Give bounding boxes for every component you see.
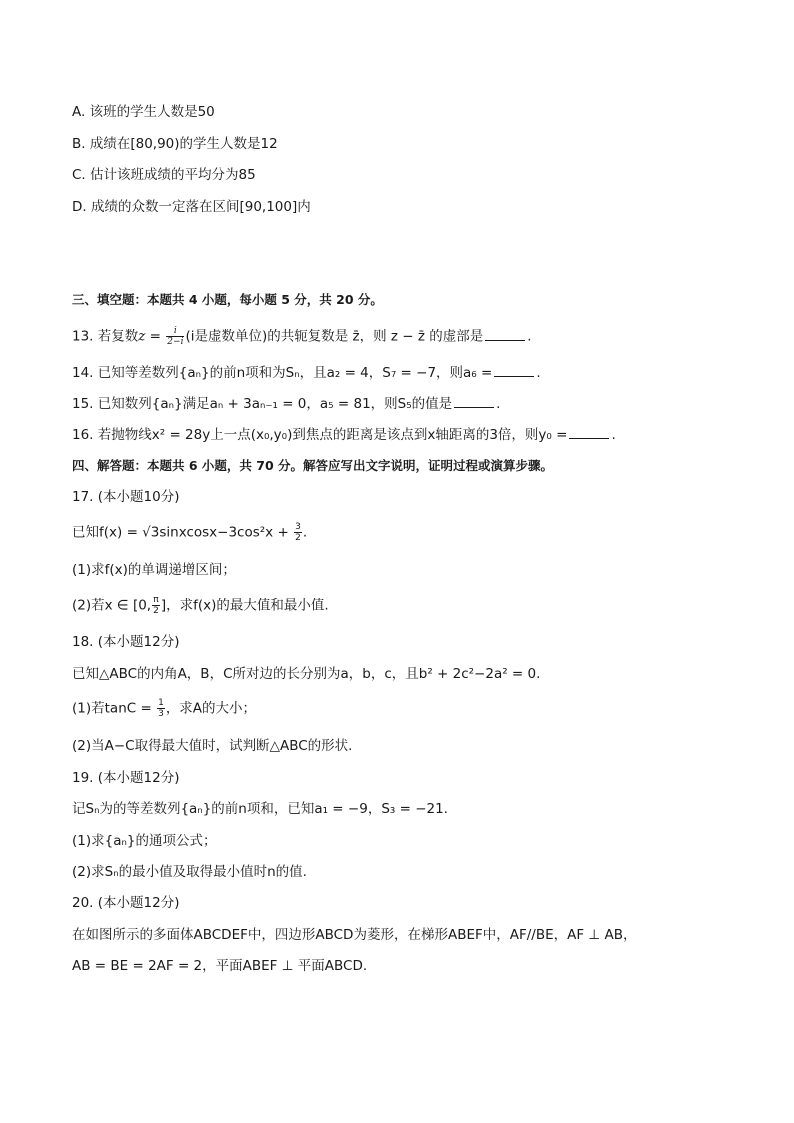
q18-p1-prefix: (1)若tanC = bbox=[72, 700, 152, 717]
q18-fraction bbox=[157, 698, 165, 719]
answer-blank[interactable] bbox=[454, 395, 494, 408]
section-4-heading: 四、解答题：本题共 6 小题，共 70 分。解答应写出文字说明，证明过程或演算步骤。 bbox=[72, 458, 554, 473]
q20-header: 20. (本小题12分) bbox=[72, 895, 180, 911]
q18-frac-num: 1 bbox=[158, 698, 164, 708]
q17-stem-end: . bbox=[302, 524, 308, 541]
q18-stem: 已知△ABC的内角A，B，C所对边的长分别为a，b，c，且b² + 2c²−2a² = 0. bbox=[72, 666, 541, 682]
q17-part-1: (1)求f(x)的单调递增区间； bbox=[72, 562, 236, 578]
q16-end: . bbox=[611, 427, 616, 443]
answer-blank[interactable] bbox=[494, 364, 534, 377]
q15-text: 15. 已知数列{aₙ}满足aₙ + 3aₙ₋₁ = 0，a₅ = 81，则S₅的值是 bbox=[72, 396, 453, 412]
q17-frac-num: 3 bbox=[295, 522, 301, 532]
q20-stem-1: 在如图所示的多面体ABCDEF中，四边形ABCD为菱形，在梯形ABEF中，AF//BE，AF ⊥ AB， bbox=[72, 927, 637, 943]
q17-p2-fraction bbox=[152, 595, 160, 616]
q13-fraction bbox=[166, 326, 184, 347]
q14-end: . bbox=[536, 365, 541, 381]
answer-blank[interactable] bbox=[569, 426, 609, 439]
q13-frac-den: 2−i bbox=[167, 337, 184, 347]
option-a: A. 该班的学生人数是50 bbox=[72, 104, 215, 120]
q18-p1-suffix: ，求A的大小； bbox=[165, 700, 257, 717]
q17-frac-den: 2 bbox=[295, 533, 301, 543]
q19-part-2: (2)求Sₙ的最小值及取得最小值时n的值. bbox=[72, 864, 307, 880]
q17-p2-suffix: ]，求f(x)的最大值和最小值. bbox=[160, 597, 329, 614]
q17-stem bbox=[72, 522, 307, 543]
section-3-heading: 三、填空题：本题共 4 小题，每小题 5 分，共 20 分。 bbox=[72, 292, 383, 307]
q18-header: 18. (本小题12分) bbox=[72, 634, 180, 650]
question-13: 13. 若复数z = $\frac{i}{2-i}$ (i是虚数单位)的共轭复数是 z̄，则 z − z̄ 的虚部是 . bbox=[72, 326, 532, 347]
q13-prefix: 13. 若复数 bbox=[72, 328, 139, 345]
q14-text: 14. 已知等差数列{aₙ}的前n项和为Sₙ，且a₂ = 4，S₇ = −7，则a₆ = bbox=[72, 365, 493, 381]
q13-frac-num: i bbox=[166, 326, 184, 337]
question-14 bbox=[72, 364, 541, 382]
q17-part-2 bbox=[72, 595, 329, 616]
answer-blank[interactable] bbox=[485, 328, 525, 341]
q17-p2-prefix: (2)若x ∈ [0, bbox=[72, 597, 152, 614]
q17-fraction bbox=[294, 522, 302, 543]
q17-header: 17. (本小题10分) bbox=[72, 489, 180, 505]
option-d: D. 成绩的众数一定落在区间[90,100]内 bbox=[72, 199, 311, 215]
question-15 bbox=[72, 395, 500, 413]
q17-stem-prefix: 已知f(x) = √3sinxcosx−3cos²x + bbox=[72, 524, 289, 541]
q18-frac-den: 3 bbox=[158, 709, 164, 719]
q18-part-1 bbox=[72, 698, 256, 719]
q13-suffix: (i是虚数单位)的共轭复数是 z̄，则 z − z̄ 的虚部是 bbox=[185, 328, 484, 345]
option-b: B. 成绩在[80,90)的学生人数是12 bbox=[72, 136, 278, 152]
q19-header: 19. (本小题12分) bbox=[72, 770, 180, 786]
q15-end: . bbox=[496, 396, 501, 412]
option-c: C. 估计该班成绩的平均分为85 bbox=[72, 167, 256, 183]
q13-end: . bbox=[527, 328, 532, 345]
q20-stem-2: AB = BE = 2AF = 2，平面ABEF ⊥ 平面ABCD. bbox=[72, 958, 368, 974]
q18-part-2: (2)当A−C取得最大值时，试判断△ABC的形状. bbox=[72, 738, 353, 754]
question-16 bbox=[72, 426, 616, 444]
q17-p2-frac-den: 2 bbox=[153, 606, 159, 616]
q19-stem: 记Sₙ为的等差数列{aₙ}的前n项和，已知a₁ = −9，S₃ = −21. bbox=[72, 801, 448, 817]
q19-part-1: (1)求{aₙ}的通项公式； bbox=[72, 833, 217, 849]
q16-text: 16. 若抛物线x² = 28y上一点(x₀,y₀)到焦点的距离是该点到x轴距离的3倍，则y₀ = bbox=[72, 427, 568, 443]
q17-p2-frac-num: π bbox=[153, 595, 159, 605]
